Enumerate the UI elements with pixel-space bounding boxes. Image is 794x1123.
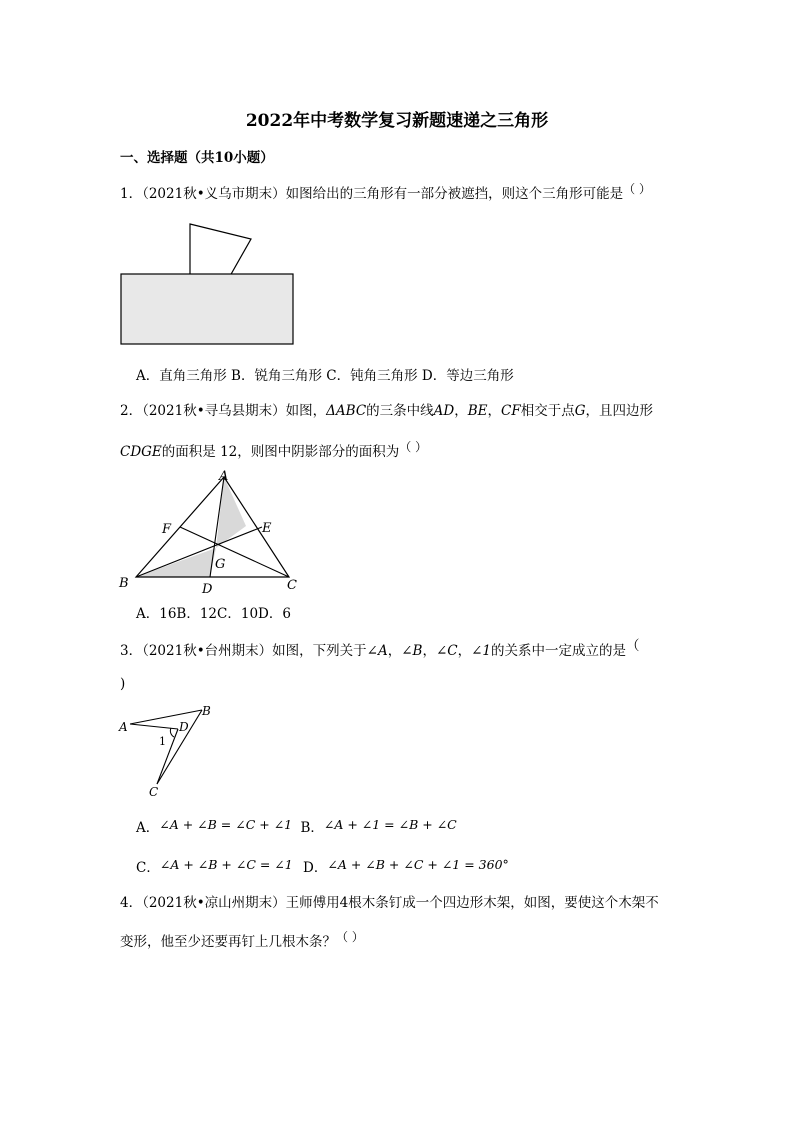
question-1-stem	[120, 184, 651, 204]
segment-ab	[130, 710, 202, 724]
partial-triangle	[190, 224, 251, 276]
q1-figure	[118, 218, 298, 348]
question-4-line-1: 4．（2021秋•凉山州期末）王师傅用4根木条钉成一个四边形木架，如图，要使这个木架不	[120, 895, 659, 911]
answer-paren: （ ）	[336, 930, 364, 944]
q3-figure	[116, 700, 236, 802]
label-a: A	[119, 720, 128, 734]
question-2-line-2: CDGE的面积是 12，则图中阴影部分的面积为（ ）	[120, 440, 428, 460]
label-b: B	[119, 576, 129, 591]
answer-paren: （ ）	[399, 440, 428, 454]
label-a: A	[219, 469, 229, 484]
label-g: G	[215, 557, 226, 572]
label-c: C	[149, 785, 159, 799]
label-d: D	[202, 582, 213, 597]
angle-1-arc	[170, 728, 174, 737]
question-3-line-2: )	[120, 676, 126, 692]
label-e: E	[262, 521, 272, 536]
covering-rectangle	[121, 274, 293, 344]
question-1-text: 1．（2021秋•义乌市期末）如图给出的三角形有一部分被遮挡，则这个三角形可能是	[120, 186, 624, 202]
question-3-option-a-b: A．∠A + ∠B = ∠C + ∠1 B．∠A + ∠1 = ∠B + ∠C	[136, 817, 457, 836]
question-2-options: A．16B．12C．10D．6	[136, 606, 291, 622]
q2-figure	[114, 466, 314, 598]
label-d: D	[179, 720, 189, 734]
label-c: C	[287, 578, 297, 593]
section-heading: 一、选择题（共10小题）	[120, 150, 274, 166]
label-1: 1	[159, 735, 166, 748]
question-2-line-1: 2．（2021秋•寻乌县期末）如图，ΔABC的三条中线AD，BE，CF相交于点G，且四边形	[120, 403, 654, 419]
question-3-line-1: 3．（2021秋•台州期末）如图，下列关于∠A，∠B，∠C，∠1的关系中一定成立的是（	[120, 638, 640, 659]
label-f: F	[162, 522, 172, 537]
page-title: 2022年中考数学复习新题速递之三角形	[245, 111, 549, 131]
question-4-line-2: 变形，他至少还要再钉上几根木条？（ ）	[120, 930, 364, 950]
triangle-abc: ΔABC	[326, 403, 367, 419]
question-1-options: A．直角三角形 B．锐角三角形 C．钝角三角形 D．等边三角形	[136, 368, 514, 384]
answer-paren: （ ）	[623, 182, 651, 196]
label-b: B	[202, 704, 211, 718]
question-3-option-c-d: C．∠A + ∠B + ∠C = ∠1 D．∠A + ∠B + ∠C + ∠1 = 360°	[136, 857, 509, 876]
